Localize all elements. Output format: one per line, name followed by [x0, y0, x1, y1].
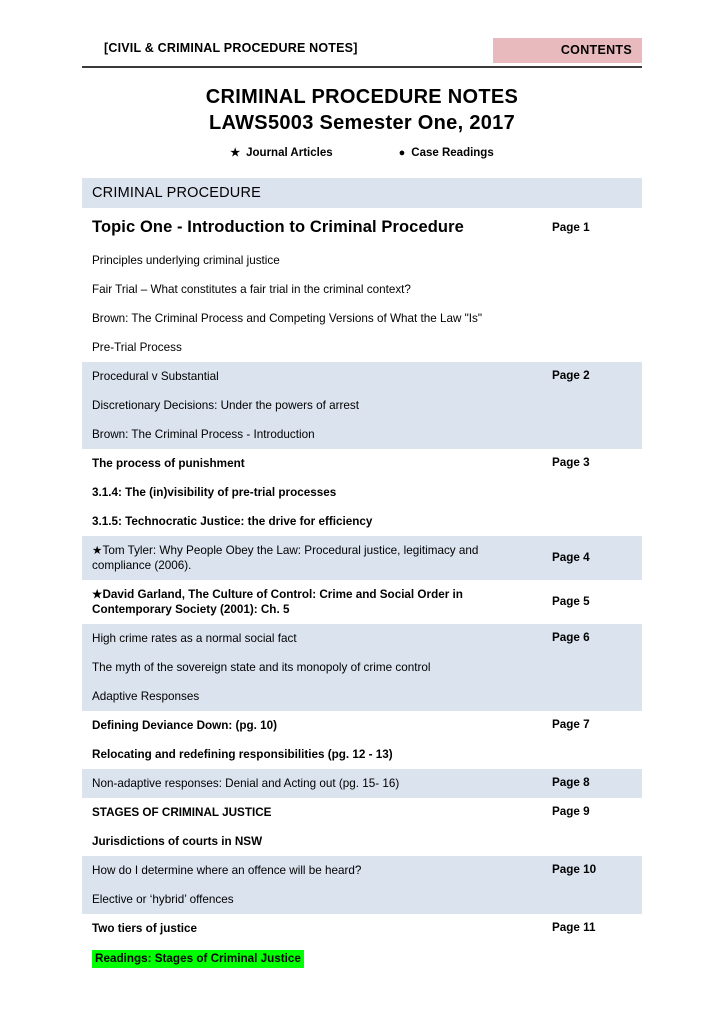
toc-row[interactable] [82, 682, 642, 711]
toc-entry-label: Relocating and redefining responsibilities (pg. 12 - 13) [92, 748, 393, 761]
toc-page-number: Page 11 [552, 921, 596, 934]
toc-group-list [82, 208, 642, 975]
toc-entry-label: Jurisdictions of courts in NSW [92, 835, 263, 848]
toc-page-number: Page 2 [552, 369, 590, 382]
toc-entry-label: How do I determine where an offence will be heard? [92, 864, 362, 877]
bullet-icon: ● [398, 146, 406, 159]
toc-row[interactable] [82, 943, 642, 975]
legend-item-label: Case Readings [411, 147, 494, 159]
highlighted-entry: Readings: Stages of Criminal Justice [92, 950, 304, 968]
toc-row[interactable] [82, 246, 642, 275]
toc-row[interactable] [82, 769, 642, 798]
toc-entry-label: Adaptive Responses [92, 690, 200, 703]
toc-row[interactable] [82, 449, 642, 478]
contents-tab-label: CONTENTS [560, 43, 632, 57]
toc-group [82, 449, 642, 536]
contents-tab [493, 38, 642, 63]
toc-row[interactable] [82, 711, 642, 740]
toc-topic-row[interactable] [82, 208, 642, 246]
toc-entry-label: STAGES OF CRIMINAL JUSTICE [92, 806, 272, 819]
legend-item [399, 147, 494, 159]
toc-entry-label: ★Tom Tyler: Why People Obey the Law: Procedural justice, legitimacy and compliance (2006). [92, 544, 479, 572]
document-subtitle: LAWS5003 Semester One, 2017 [208, 112, 516, 134]
toc-row[interactable] [82, 362, 642, 391]
toc-row[interactable] [82, 507, 642, 536]
legend [82, 147, 642, 159]
toc-group [82, 711, 642, 769]
running-header [82, 38, 642, 64]
toc-group [82, 798, 642, 856]
toc-page-number: Page 9 [552, 805, 590, 818]
toc-group [82, 362, 642, 449]
toc-page-number: Page 1 [552, 220, 590, 234]
toc-entry-label: Two tiers of justice [92, 922, 197, 935]
toc-row[interactable] [82, 275, 642, 304]
toc-entry-label: Topic One - Introduction to Criminal Procedure [92, 218, 464, 236]
toc-page-number: Page 3 [552, 456, 590, 469]
toc-page-number: Page 4 [552, 551, 590, 564]
toc-page-number: Page 7 [552, 718, 590, 731]
toc-entry-label: High crime rates as a normal social fact [92, 632, 297, 645]
toc-entry-label [92, 950, 552, 968]
toc-row[interactable] [82, 536, 642, 580]
header-divider-rule [82, 66, 642, 68]
toc-entry-label: Principles underlying criminal justice [92, 254, 280, 267]
toc-row[interactable] [82, 391, 642, 420]
toc-row[interactable] [82, 624, 642, 653]
toc-row[interactable] [82, 304, 642, 333]
toc-group [82, 208, 642, 362]
toc-group [82, 580, 642, 624]
toc-row[interactable] [82, 478, 642, 507]
document-title-block [82, 84, 642, 136]
running-header-title: [CIVIL & CRIMINAL PROCEDURE NOTES] [104, 41, 358, 55]
toc-page-number: Page 6 [552, 631, 590, 644]
toc-entry-label: Brown: The Criminal Process - Introduction [92, 428, 315, 441]
document-title: CRIMINAL PROCEDURE NOTES [205, 86, 519, 108]
legend-item-label: Journal Articles [246, 147, 333, 159]
toc-entry-label: Elective or ‘hybrid’ offences [92, 893, 234, 906]
legend-item [230, 147, 332, 159]
section-header-bar [82, 178, 642, 208]
table-of-contents [82, 178, 642, 975]
toc-entry-label: ★David Garland, The Culture of Control: Crime and Social Order in Contemporary Society (2001): Ch. 5 [92, 588, 463, 616]
toc-group [82, 856, 642, 914]
toc-entry-label: 3.1.5: Technocratic Justice: the drive for efficiency [92, 515, 373, 528]
toc-group [82, 914, 642, 975]
toc-row[interactable] [82, 798, 642, 827]
toc-page-number: Page 8 [552, 776, 590, 789]
toc-row[interactable] [82, 885, 642, 914]
toc-row[interactable] [82, 420, 642, 449]
toc-entry-label: The myth of the sovereign state and its monopoly of crime control [92, 661, 431, 674]
toc-entry-label: Defining Deviance Down: (pg. 10) [92, 719, 278, 732]
toc-entry-label: Discretionary Decisions: Under the powers of arrest [92, 399, 359, 412]
toc-row[interactable] [82, 653, 642, 682]
toc-row[interactable] [82, 827, 642, 856]
toc-entry-label: Pre-Trial Process [92, 341, 182, 354]
toc-entry-label: Non-adaptive responses: Denial and Acting out (pg. 15- 16) [92, 777, 400, 790]
toc-page-number: Page 5 [552, 595, 590, 608]
toc-group [82, 624, 642, 711]
toc-page-number: Page 10 [552, 863, 597, 876]
toc-group [82, 536, 642, 580]
toc-entry-label: The process of punishment [92, 457, 245, 470]
toc-row[interactable] [82, 740, 642, 769]
section-header-label: CRIMINAL PROCEDURE [92, 185, 262, 201]
toc-row[interactable] [82, 856, 642, 885]
star-icon: ★ [230, 146, 241, 159]
toc-entry-label: Fair Trial – What constitutes a fair trial in the criminal context? [92, 283, 411, 296]
toc-entry-label: Brown: The Criminal Process and Competing Versions of What the Law "Is" [92, 312, 483, 325]
toc-row[interactable] [82, 333, 642, 362]
toc-row[interactable] [82, 914, 642, 943]
toc-group [82, 769, 642, 798]
toc-entry-label: 3.1.4: The (in)visibility of pre-trial processes [92, 486, 337, 499]
toc-entry-label: Procedural v Substantial [92, 370, 219, 383]
toc-row[interactable] [82, 580, 642, 624]
